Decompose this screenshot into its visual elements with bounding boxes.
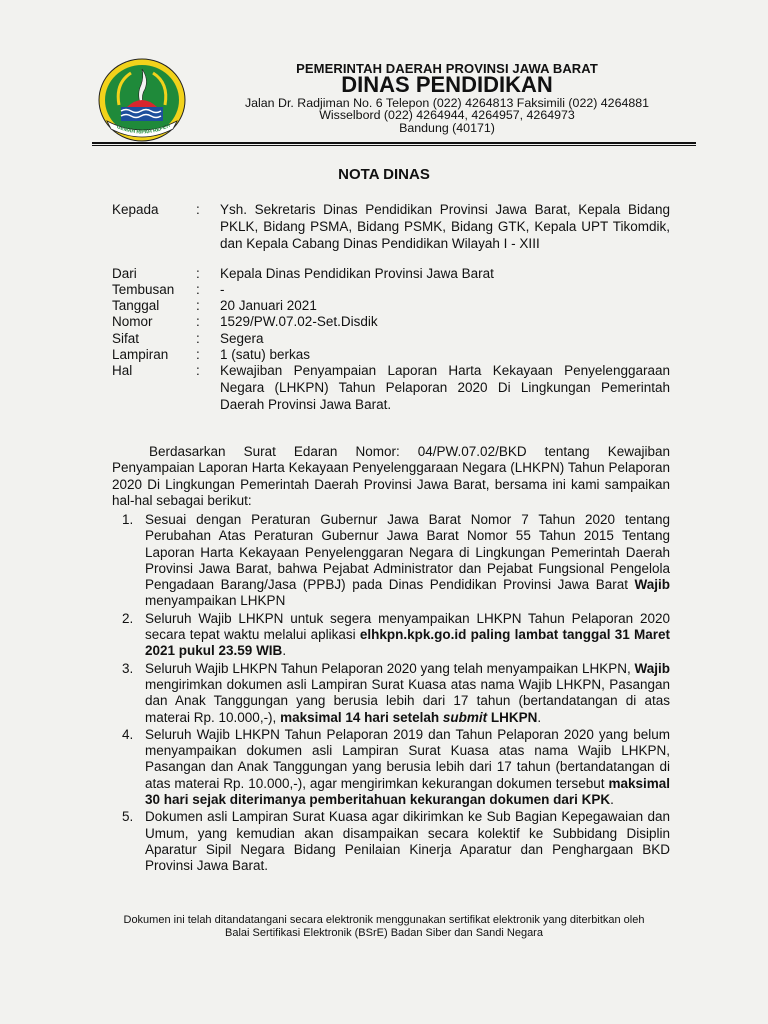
kop-wisselbord: Wisselbord (022) 4264944, 4264957, 4264973 bbox=[319, 108, 575, 122]
hal-colon: : bbox=[196, 363, 200, 378]
kop-divider-thin bbox=[92, 145, 696, 146]
list-item-text: menyampaikan LHKPN bbox=[145, 593, 286, 609]
nomor-colon: : bbox=[196, 314, 200, 329]
list-item bbox=[112, 727, 670, 808]
dari-label: Dari bbox=[112, 266, 137, 281]
list-item bbox=[112, 512, 670, 610]
list-item-text: Sesuai dengan Peraturan Gubernur Jawa Barat Nomor 7 Tahun 2020 tentang Perubahan Atas Peraturan Gubernur Jawa Barat Nomor 55 Tahun 2015 Tentang Laporan Harta Kekayaan Penyelenggaran Negara di Lingkungan Pemerintah Daerah Provinsi Jawa Barat, bahwa Pejabat Administrator dan Pejabat Fungsional Pengelola Pengadaan Barang/Jasa (PPBJ) pada Dinas Pendidikan Provinsi Jawa Barat bbox=[145, 512, 670, 593]
nomor-value: 1529/PW.07.02-Set.Disdik bbox=[220, 314, 378, 329]
dari-colon: : bbox=[196, 266, 200, 281]
list-item bbox=[112, 661, 670, 726]
e-signature-notice-line1: Dokumen ini telah ditandatangani secara elektronik menggunakan sertifikat elektronik yang diterbitkan oleh bbox=[123, 914, 645, 926]
sifat-value: Segera bbox=[220, 331, 264, 346]
tanggal-value: 20 Januari 2021 bbox=[220, 298, 317, 313]
list-item-text: . bbox=[282, 643, 287, 659]
list-item-emphasis: maksimal 14 hari setelah bbox=[280, 709, 443, 725]
list-item-emphasis: Wajib bbox=[634, 577, 670, 593]
list-item-emphasis: maksimal 30 hari sejak diterimanya pemberitahuan kekurangan dokumen dari KPK bbox=[145, 775, 670, 808]
list-item-number: 3. bbox=[122, 660, 134, 676]
tembusan-colon: : bbox=[196, 282, 200, 297]
list-item-emphasis: elhkpn.kpk.go.id paling lambat tanggal 31 Maret 2021 pukul 23.59 WIB bbox=[145, 627, 670, 659]
list-item-text: mengirimkan dokumen asli Lampiran Surat Kuasa atas nama Wajib LHKPN, Pasangan dan Anak Tanggungan yang berusia lebih dari 17 tahun (bertandatangan di atas materai Rp. 10.000,-), bbox=[145, 676, 670, 725]
list-item-number: 2. bbox=[122, 610, 134, 626]
list-item-number: 4. bbox=[122, 726, 134, 742]
list-item-text: Seluruh Wajib LHKPN untuk segera menyampaikan LHKPN Tahun Pelaporan 2020 secara tepat waktu melalui aplikasi bbox=[145, 610, 670, 643]
lampiran-label: Lampiran bbox=[112, 347, 169, 362]
kepada-value: Ysh. Sekretaris Dinas Pendidikan Provinsi Jawa Barat, Kepala Bidang PKLK, Bidang PSMA, Bidang PSMK, Bidang GTK, Kepala UPT Tikomdik, dan Kepala Cabang Dinas Pendidikan Wilayah I - XIII bbox=[220, 202, 670, 251]
kop-agency-name: DINAS PENDIDIKAN bbox=[341, 72, 553, 97]
hal-value: Kewajiban Penyampaian Laporan Harta Kekayaan Penyelenggaraan Negara (LHKPN) Tahun Pelaporan 2020 Di Lingkungan Pemerintah Daerah Provinsi Jawa Barat. bbox=[220, 363, 670, 412]
dari-value: Kepala Dinas Pendidikan Provinsi Jawa Barat bbox=[220, 266, 494, 281]
list-item bbox=[112, 809, 670, 874]
hal-label: Hal bbox=[112, 363, 133, 378]
kepada-label: Kepada bbox=[112, 202, 159, 217]
logo-motto: GEMAH RIPAH REPEH bbox=[115, 122, 172, 136]
sifat-colon: : bbox=[196, 331, 200, 346]
lampiran-colon: : bbox=[196, 347, 200, 362]
list-item-emphasis: LHKPN bbox=[487, 709, 538, 725]
list-item-text: Seluruh Wajib LHKPN Tahun Pelaporan 2020 yang telah menyampaikan LHKPN, bbox=[145, 660, 635, 676]
list-item-text: . bbox=[610, 792, 614, 808]
list-item bbox=[112, 611, 670, 660]
list-item-emphasis-italic: submit bbox=[442, 709, 488, 725]
list-item-text: Seluruh Wajib LHKPN Tahun Pelaporan 2019 dan Tahun Pelaporan 2020 yang belum menyampaikan dokumen asli Lampiran Surat Kuasa atas nama Wajib LHKPN, Pasangan dan Anak Tanggungan yang berusia lebih dari 17 tahun (bertandatangan di atas materai Rp. 10.000,-), agar mengirimkan kekurangan dokumen tersebut bbox=[145, 726, 670, 791]
list-item-number: 1. bbox=[122, 512, 134, 527]
kop-address: Jalan Dr. Radjiman No. 6 Telepon (022) 4264813 Faksimili (022) 4264881 bbox=[244, 96, 650, 110]
list-item-text: Dokumen asli Lampiran Surat Kuasa agar dikirimkan ke Sub Bagian Kepegawaian dan Umum, yang kemudian akan disampaikan secara kolektif ke Subbidang Disiplin Aparatur Sipil Negara Bidang Penilaian Kinerja Aparatur dan Penghargaan BKD Provinsi Jawa Barat. bbox=[145, 809, 670, 874]
list-item-text: . bbox=[537, 709, 542, 725]
tanggal-colon: : bbox=[196, 298, 200, 313]
kop-city: Bandung (40171) bbox=[399, 121, 495, 135]
intro-paragraph: Berdasarkan Surat Edaran Nomor: 04/PW.07.02/BKD tentang Kewajiban Penyampaian Laporan Harta Kekayaan Penyelenggaraan Negara (LHKPN) Tahun Pelaporan 2020 Di Lingkungan Pemerintah Daerah Provinsi Jawa Barat, bersama ini kami sampaikan hal-hal sebagai berikut: bbox=[112, 444, 670, 508]
kop-divider-thick bbox=[92, 142, 696, 144]
kop-government-name: PEMERINTAH DAERAH PROVINSI JAWA BARAT bbox=[296, 61, 598, 76]
west-java-emblem-logo bbox=[97, 55, 187, 145]
tembusan-label: Tembusan bbox=[112, 282, 175, 297]
kepada-colon: : bbox=[196, 202, 200, 217]
nomor-label: Nomor bbox=[112, 314, 153, 329]
tanggal-label: Tanggal bbox=[112, 298, 160, 313]
instruction-list bbox=[112, 512, 670, 875]
list-item-emphasis: Wajib bbox=[634, 660, 670, 676]
list-item-number: 5. bbox=[122, 809, 134, 825]
sifat-label: Sifat bbox=[112, 331, 140, 346]
e-signature-notice-line2: Balai Sertifikasi Elektronik (BSrE) Badan Siber dan Sandi Negara bbox=[225, 927, 543, 939]
tembusan-value: - bbox=[220, 282, 225, 297]
lampiran-value: 1 (satu) berkas bbox=[220, 347, 311, 362]
document-title: NOTA DINAS bbox=[338, 166, 430, 183]
